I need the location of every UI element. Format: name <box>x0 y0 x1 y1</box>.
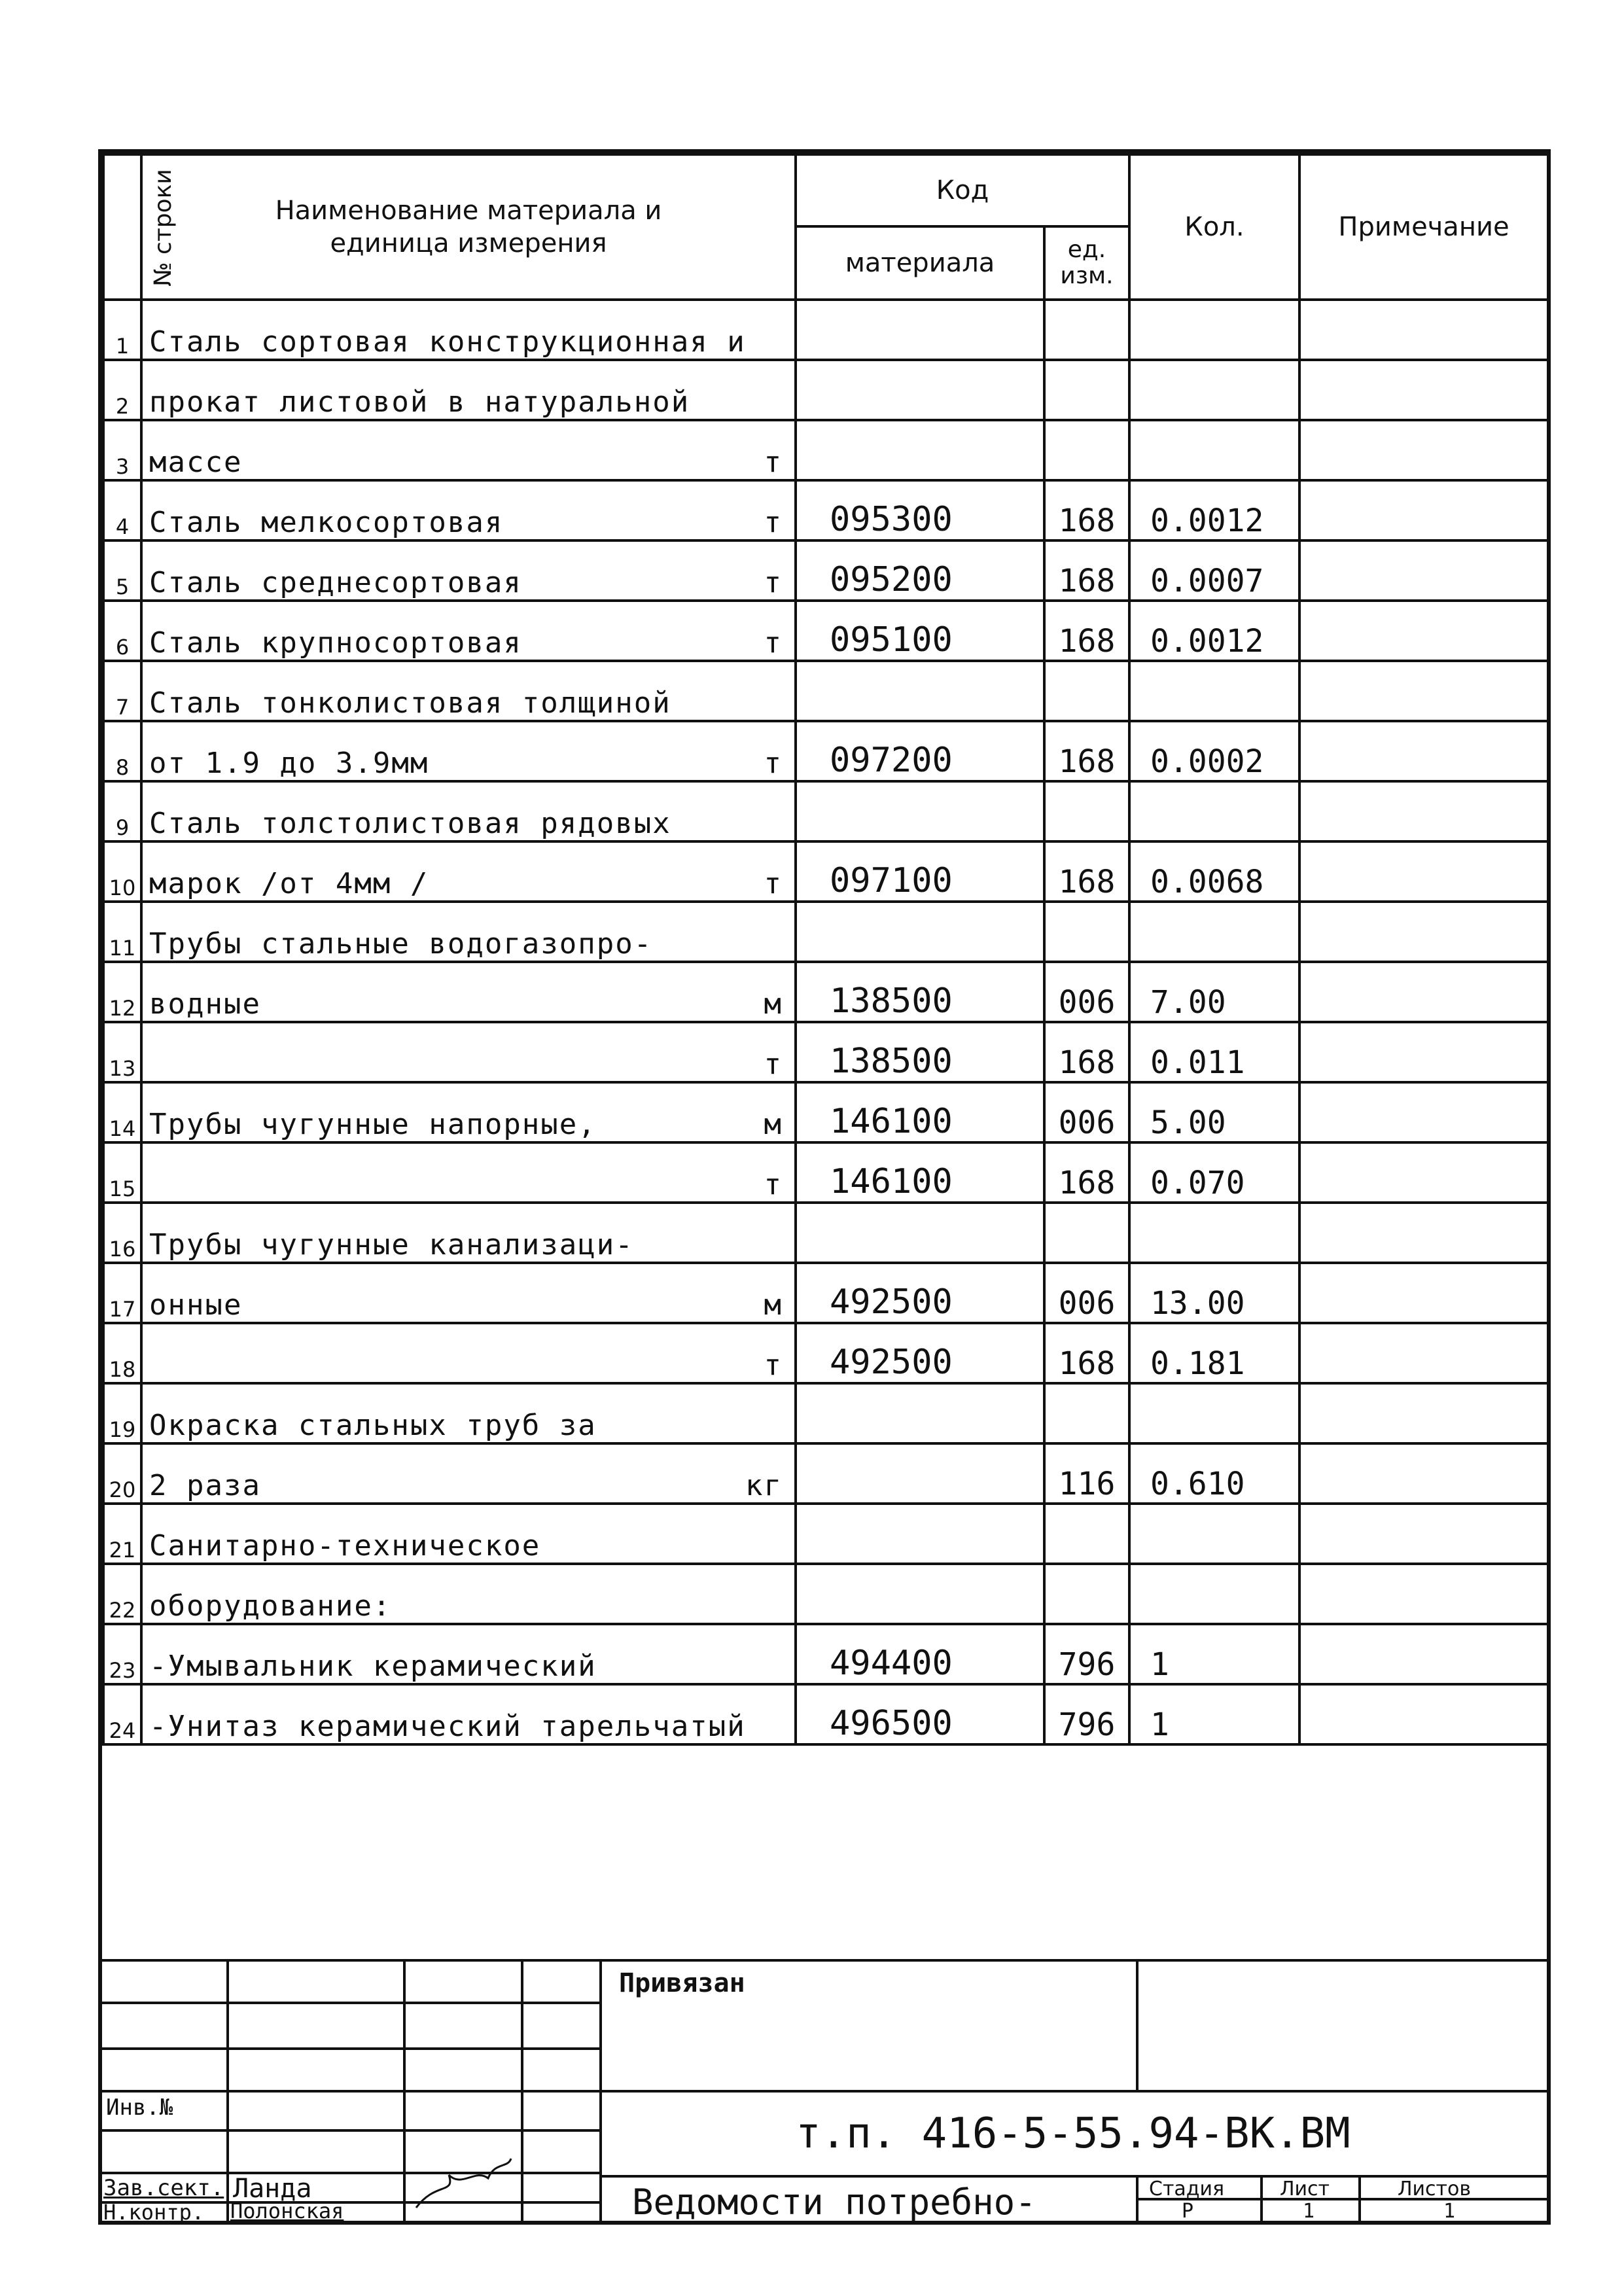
material-name <box>141 1443 796 1504</box>
measure-unit: т <box>764 1168 783 1201</box>
table-row <box>103 721 1548 781</box>
row-number: 23 <box>103 1624 141 1684</box>
unit-code: 796 <box>1044 1684 1129 1744</box>
quantity: 0.0002 <box>1129 721 1299 781</box>
note <box>1299 1263 1548 1323</box>
material-name-text: Окраска стальных труб за <box>149 1409 597 1442</box>
table-row <box>103 480 1548 540</box>
row-number: 13 <box>103 1022 141 1082</box>
header-note: Примечание <box>1299 154 1548 300</box>
measure-unit: м <box>764 987 783 1021</box>
note <box>1299 540 1548 601</box>
material-name-text: Трубы чугунные канализаци- <box>149 1228 634 1262</box>
row-number: 12 <box>103 962 141 1022</box>
row-number: 2 <box>103 360 141 420</box>
table-row <box>103 902 1548 962</box>
quantity: 0.0012 <box>1129 480 1299 540</box>
unit-code <box>1044 1504 1129 1564</box>
material-name-text: водные <box>149 987 261 1021</box>
measure-unit: т <box>764 1349 783 1382</box>
material-name <box>141 1263 796 1323</box>
unit-code <box>1044 1564 1129 1624</box>
header-row-no: № строки <box>103 154 141 300</box>
unit-code <box>1044 1203 1129 1263</box>
material-code <box>796 902 1044 962</box>
material-name <box>141 1504 796 1564</box>
material-name <box>141 1684 796 1744</box>
material-name <box>141 1624 796 1684</box>
quantity <box>1129 902 1299 962</box>
material-code: 095100 <box>796 601 1044 661</box>
material-name-text: Сталь среднесортовая <box>149 566 522 599</box>
material-code: 146100 <box>796 1082 1044 1142</box>
material-name <box>141 601 796 661</box>
material-code: 146100 <box>796 1142 1044 1203</box>
note <box>1299 300 1548 360</box>
note <box>1299 420 1548 480</box>
quantity: 7.00 <box>1129 962 1299 1022</box>
unit-code: 796 <box>1044 1624 1129 1684</box>
material-code <box>796 1443 1044 1504</box>
material-name <box>141 962 796 1022</box>
note <box>1299 1203 1548 1263</box>
material-code <box>796 1383 1044 1443</box>
table-row <box>103 420 1548 480</box>
note <box>1299 1383 1548 1443</box>
quantity <box>1129 661 1299 721</box>
signature-1 <box>410 2155 514 2218</box>
header-qty: Кол. <box>1129 154 1299 300</box>
sheet-value: 1 <box>1303 2200 1315 2223</box>
table-row <box>103 540 1548 601</box>
material-name <box>141 300 796 360</box>
note <box>1299 1443 1548 1504</box>
quantity <box>1129 1564 1299 1624</box>
material-code: 492500 <box>796 1323 1044 1383</box>
material-code: 097200 <box>796 721 1044 781</box>
row-number: 3 <box>103 420 141 480</box>
material-name <box>141 661 796 721</box>
row-number: 9 <box>103 781 141 841</box>
note <box>1299 360 1548 420</box>
row-number: 1 <box>103 300 141 360</box>
stage-label: Стадия <box>1149 2178 1225 2200</box>
unit-code: 168 <box>1044 1323 1129 1383</box>
material-name-text: Трубы стальные водогазопро- <box>149 927 653 961</box>
material-code <box>796 360 1044 420</box>
measure-unit: т <box>764 566 783 599</box>
material-name-text: Сталь тонколистовая толщиной <box>149 686 671 720</box>
table-row <box>103 781 1548 841</box>
material-name-text: от 1.9 до 3.9мм <box>149 747 429 780</box>
quantity <box>1129 1504 1299 1564</box>
material-name <box>141 1564 796 1624</box>
row-number: 15 <box>103 1142 141 1203</box>
material-code <box>796 1203 1044 1263</box>
material-name <box>141 781 796 841</box>
unit-code <box>1044 300 1129 360</box>
title-block <box>102 1959 1547 2225</box>
unit-code <box>1044 781 1129 841</box>
quantity: 0.0007 <box>1129 540 1299 601</box>
quantity: 5.00 <box>1129 1082 1299 1142</box>
note <box>1299 661 1548 721</box>
material-name-text: оборудование: <box>149 1589 392 1623</box>
material-name-text: Сталь мелкосортовая <box>149 506 504 539</box>
material-code: 138500 <box>796 1022 1044 1082</box>
note <box>1299 1142 1548 1203</box>
material-code: 095200 <box>796 540 1044 601</box>
table-row <box>103 1443 1548 1504</box>
note <box>1299 1624 1548 1684</box>
quantity <box>1129 1383 1299 1443</box>
measure-unit: т <box>764 747 783 780</box>
row-number: 17 <box>103 1263 141 1323</box>
quantity <box>1129 360 1299 420</box>
unit-code: 168 <box>1044 480 1129 540</box>
material-name-text: Санитарно-техническое <box>149 1529 541 1563</box>
quantity: 0.0068 <box>1129 841 1299 902</box>
material-name-text: 2 раза <box>149 1469 261 1502</box>
material-code <box>796 300 1044 360</box>
row-number: 24 <box>103 1684 141 1744</box>
header-code: Код <box>796 154 1129 226</box>
note <box>1299 1684 1548 1744</box>
unit-code: 168 <box>1044 1022 1129 1082</box>
row-number: 20 <box>103 1443 141 1504</box>
quantity: 0.070 <box>1129 1142 1299 1203</box>
unit-code <box>1044 902 1129 962</box>
measure-unit: м <box>764 1108 783 1141</box>
unit-code: 168 <box>1044 540 1129 601</box>
table-row <box>103 360 1548 420</box>
quantity: 13.00 <box>1129 1263 1299 1323</box>
material-name-text: Сталь крупносортовая <box>149 626 522 660</box>
unit-code: 006 <box>1044 1263 1129 1323</box>
table-row <box>103 962 1548 1022</box>
sheet-label: Лист <box>1280 2178 1330 2200</box>
note <box>1299 721 1548 781</box>
measure-unit: т <box>764 626 783 660</box>
quantity <box>1129 781 1299 841</box>
measure-unit: т <box>764 867 783 900</box>
note <box>1299 601 1548 661</box>
unit-code: 116 <box>1044 1443 1129 1504</box>
doc-code: т.п. 416-5-55.94-ВК.ВМ <box>796 2110 1350 2158</box>
note <box>1299 480 1548 540</box>
table-row <box>103 300 1548 360</box>
material-code: 095300 <box>796 480 1044 540</box>
material-name-text: онные <box>149 1288 243 1322</box>
note <box>1299 1323 1548 1383</box>
unit-code <box>1044 360 1129 420</box>
material-name <box>141 721 796 781</box>
measure-unit: т <box>764 1048 783 1081</box>
material-code: 492500 <box>796 1263 1044 1323</box>
measure-unit: кг <box>745 1469 783 1502</box>
material-name <box>141 1323 796 1383</box>
table-row <box>103 1203 1548 1263</box>
quantity <box>1129 420 1299 480</box>
table-row <box>103 1564 1548 1624</box>
material-name <box>141 480 796 540</box>
material-name <box>141 1383 796 1443</box>
material-name <box>141 902 796 962</box>
measure-unit: т <box>764 506 783 539</box>
header-name: Наименование материала и единица измерения <box>141 154 796 300</box>
material-name <box>141 540 796 601</box>
material-code <box>796 781 1044 841</box>
table-row <box>103 841 1548 902</box>
note <box>1299 962 1548 1022</box>
row-number: 22 <box>103 1564 141 1624</box>
table-row <box>103 1504 1548 1564</box>
note <box>1299 1082 1548 1142</box>
header-material: материала <box>796 226 1044 300</box>
measure-unit: т <box>764 446 783 479</box>
row-number: 11 <box>103 902 141 962</box>
material-name <box>141 1022 796 1082</box>
sheets-value: 1 <box>1443 2200 1456 2223</box>
table-row <box>103 601 1548 661</box>
note <box>1299 841 1548 902</box>
quantity: 0.181 <box>1129 1323 1299 1383</box>
privyazan-label: Привязан <box>619 1968 745 1998</box>
note <box>1299 1564 1548 1624</box>
quantity: 0.0012 <box>1129 601 1299 661</box>
quantity <box>1129 1203 1299 1263</box>
document-sheet <box>98 149 1551 2225</box>
quantity: 1 <box>1129 1684 1299 1744</box>
row-number: 8 <box>103 721 141 781</box>
material-code: 496500 <box>796 1684 1044 1744</box>
material-name-text: Сталь сортовая конструкционная и <box>149 325 746 359</box>
inv-no-label: Инв.№ <box>106 2094 173 2121</box>
material-name-text: -Унитаз керамический тарельчатый <box>149 1710 746 1743</box>
stage-value: Р <box>1182 2200 1194 2223</box>
table-row <box>103 1082 1548 1142</box>
quantity <box>1129 300 1299 360</box>
material-name-text: -Умывальник керамический <box>149 1650 597 1683</box>
quantity: 0.610 <box>1129 1443 1299 1504</box>
material-name <box>141 1142 796 1203</box>
material-name <box>141 1203 796 1263</box>
row-number: 5 <box>103 540 141 601</box>
header-unit-code: ед. изм. <box>1044 226 1129 300</box>
materials-table <box>102 153 1549 1746</box>
measure-unit: м <box>764 1288 783 1322</box>
quantity: 0.011 <box>1129 1022 1299 1082</box>
name-1: Ланда <box>233 2174 312 2204</box>
unit-code <box>1044 661 1129 721</box>
material-name <box>141 841 796 902</box>
material-name <box>141 420 796 480</box>
table-row <box>103 1684 1548 1744</box>
row-number: 18 <box>103 1323 141 1383</box>
note <box>1299 1504 1548 1564</box>
sheets-label: Листов <box>1398 2178 1472 2200</box>
material-name-text: марок /от 4мм / <box>149 867 429 900</box>
table-row <box>103 1624 1548 1684</box>
table-row <box>103 1022 1548 1082</box>
quantity: 1 <box>1129 1624 1299 1684</box>
unit-code: 168 <box>1044 601 1129 661</box>
unit-code: 168 <box>1044 841 1129 902</box>
material-name-text: массе <box>149 446 243 479</box>
name-2: Полонская <box>230 2199 344 2223</box>
material-code <box>796 1504 1044 1564</box>
row-number: 7 <box>103 661 141 721</box>
row-number: 21 <box>103 1504 141 1564</box>
row-number: 16 <box>103 1203 141 1263</box>
material-name <box>141 1082 796 1142</box>
unit-code <box>1044 1383 1129 1443</box>
doc-title: Ведомости потребно- <box>632 2181 1036 2223</box>
table-row <box>103 1383 1548 1443</box>
row-number: 10 <box>103 841 141 902</box>
row-number: 4 <box>103 480 141 540</box>
row-number: 19 <box>103 1383 141 1443</box>
material-name-text: Сталь толстолистовая рядовых <box>149 807 671 840</box>
note <box>1299 781 1548 841</box>
note <box>1299 1022 1548 1082</box>
material-code <box>796 1564 1044 1624</box>
unit-code <box>1044 420 1129 480</box>
table-row <box>103 661 1548 721</box>
material-code <box>796 661 1044 721</box>
unit-code: 168 <box>1044 721 1129 781</box>
role-1: Зав.сект. <box>103 2175 224 2201</box>
material-name <box>141 360 796 420</box>
unit-code: 168 <box>1044 1142 1129 1203</box>
material-code: 494400 <box>796 1624 1044 1684</box>
material-name-text: прокат листовой в натуральной <box>149 385 690 419</box>
row-number: 6 <box>103 601 141 661</box>
material-code: 138500 <box>796 962 1044 1022</box>
table-row <box>103 1142 1548 1203</box>
table-row <box>103 1323 1548 1383</box>
row-number: 14 <box>103 1082 141 1142</box>
note <box>1299 902 1548 962</box>
unit-code: 006 <box>1044 962 1129 1022</box>
table-row <box>103 1263 1548 1323</box>
material-code: 097100 <box>796 841 1044 902</box>
unit-code: 006 <box>1044 1082 1129 1142</box>
material-code <box>796 420 1044 480</box>
role-2: Н.контр. <box>103 2200 205 2225</box>
material-name-text: Трубы чугунные напорные, <box>149 1108 597 1141</box>
